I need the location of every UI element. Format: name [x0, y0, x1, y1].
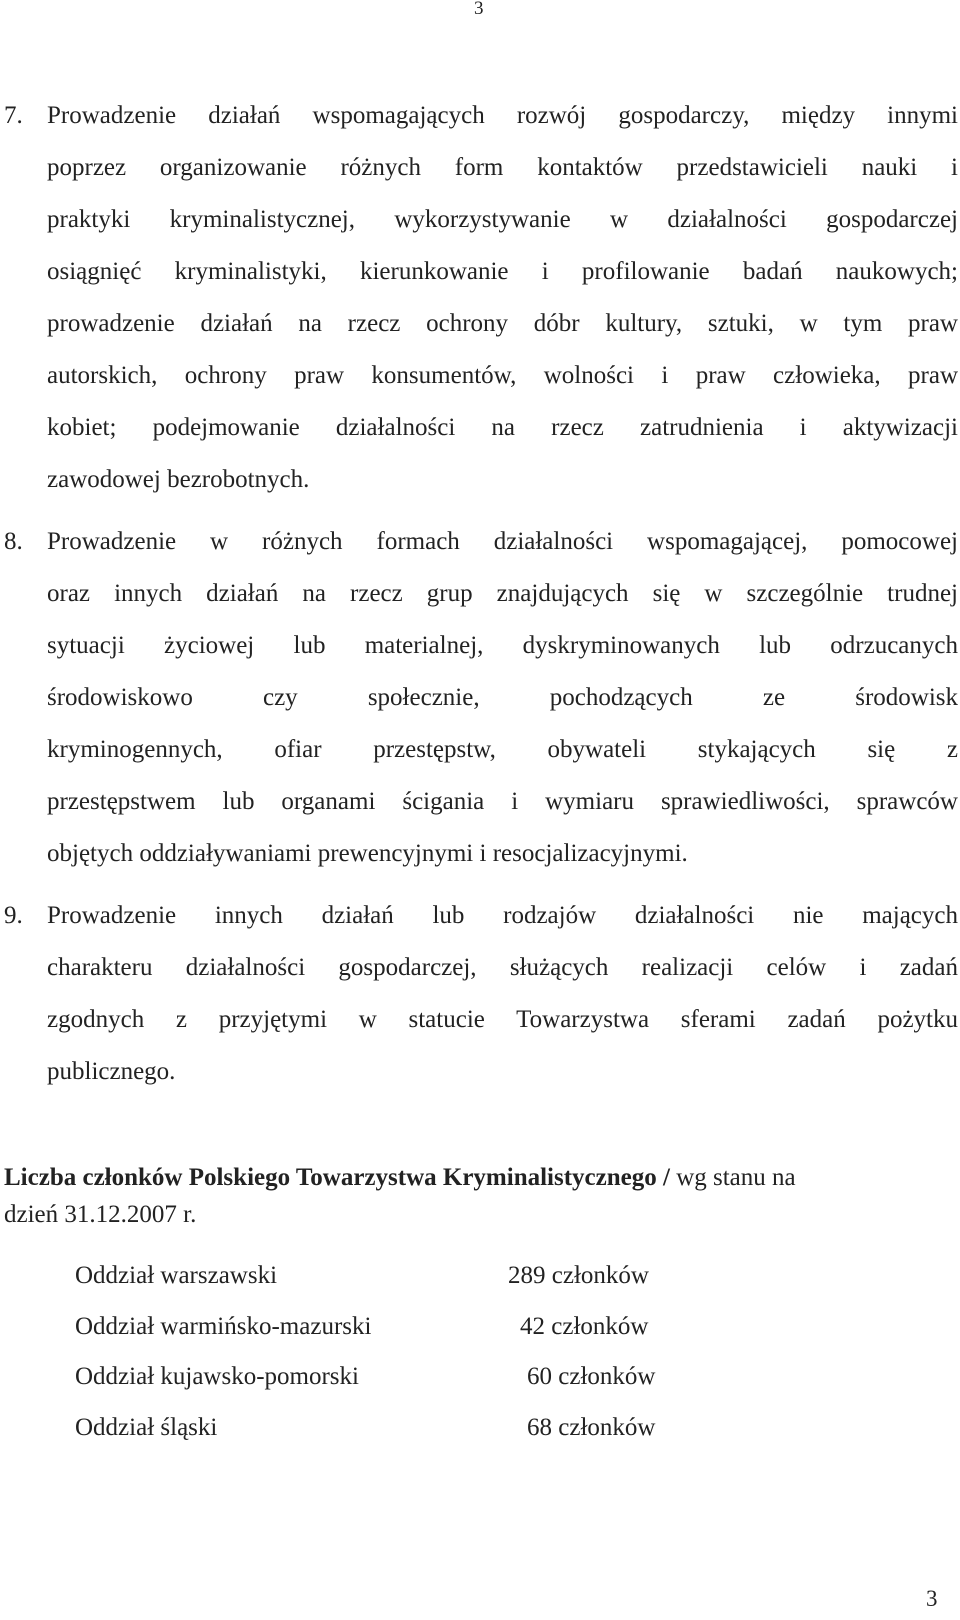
branch-name: Oddział śląski [75, 1413, 218, 1441]
branch-count: 42 członków [520, 1312, 649, 1340]
item-line: publicznego. [47, 1058, 176, 1085]
item-line: kobiet; podejmowanie działalności na rzecz zatrudnienia i aktywizacji [47, 414, 958, 441]
item-line: Prowadzenie innych działań lub rodzajów działalności nie mających [47, 902, 958, 929]
branch-name: Oddział warmińsko-mazurski [75, 1312, 372, 1340]
item-line: kryminogennych, ofiar przestępstw, obywateli stykających się z [47, 736, 958, 763]
members-heading [4, 1159, 960, 1233]
item-line: środowiskowo czy społecznie, pochodzących ze środowisk [47, 684, 958, 711]
item-line: praktyki kryminalistycznej, wykorzystywanie w działalności gospodarczej [47, 206, 958, 233]
item-line: zgodnych z przyjętymi w statucie Towarzystwa sferami zadań pożytku [47, 1006, 958, 1033]
members-heading-normal: wg stanu na [669, 1164, 796, 1191]
members-heading-line-1 [4, 1159, 960, 1196]
list-item-9 [0, 890, 960, 1098]
item-line: osiągnięć kryminalistyki, kierunkowanie i profilowanie badań naukowych; [47, 258, 958, 285]
item-number: 8. [4, 528, 23, 555]
item-line: przestępstwem lub organami ścigania i wymiaru sprawiedliwości, sprawców [47, 788, 958, 815]
item-line: autorskich, ochrony praw konsumentów, wolności i praw człowieka, praw [47, 362, 958, 389]
item-line: objętych oddziaływaniami prewencyjnymi i resocjalizacyjnymi. [47, 840, 688, 867]
item-number: 7. [4, 102, 23, 129]
item-line: poprzez organizowanie różnych form kontaktów przedstawicieli nauki i [47, 154, 958, 181]
item-line: Prowadzenie w różnych formach działalności wspomagającej, pomocowej [47, 528, 958, 555]
item-line: oraz innych działań na rzecz grup znajdujących się w szczególnie trudnej [47, 580, 958, 607]
branch-count: 68 członków [527, 1413, 656, 1441]
item-line: prowadzenie działań na rzecz ochrony dóbr kultury, sztuki, w tym praw [47, 310, 958, 337]
item-line: zawodowej bezrobotnych. [47, 466, 310, 493]
page-number-bottom: 3 [926, 1586, 938, 1611]
branch-name: Oddział kujawsko-pomorski [75, 1363, 359, 1390]
item-line: Prowadzenie działań wspomagających rozwój gospodarczy, między innymi [47, 102, 958, 129]
list-item-7 [0, 90, 960, 506]
branch-count: 289 członków [508, 1262, 649, 1289]
members-heading-bold: Liczba członków Polskiego Towarzystwa Kryminalistycznego / [4, 1164, 670, 1191]
list-item-8 [0, 516, 960, 880]
members-heading-line-2: dzień 31.12.2007 r. [4, 1201, 197, 1228]
item-number: 9. [4, 902, 23, 929]
page-number-top: 3 [474, 0, 484, 19]
branch-name: Oddział warszawski [75, 1262, 278, 1289]
branch-count: 60 członków [527, 1363, 656, 1390]
item-line: sytuacji życiowej lub materialnej, dyskryminowanych lub odrzucanych [47, 632, 958, 659]
item-line: charakteru działalności gospodarczej, służących realizacji celów i zadań [47, 954, 958, 981]
